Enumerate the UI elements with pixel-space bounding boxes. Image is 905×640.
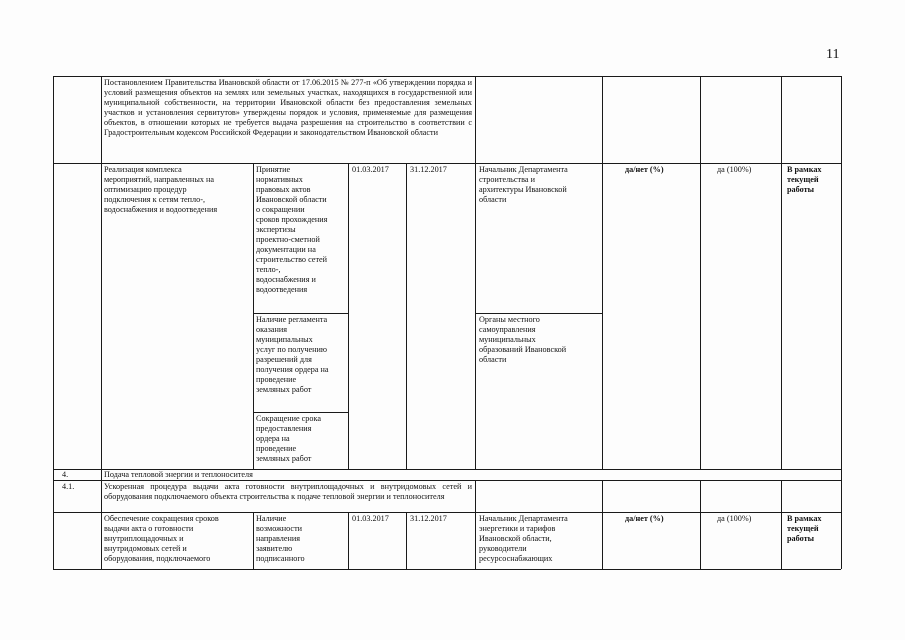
section-4-number: 4. [62,470,69,479]
row-a-result-2: Наличие регламента оказания муниципальных услуг по получению разрешений для получения ордера на проведение земляных работ [256,315,329,394]
row-a-start-date: 01.03.2017 [352,165,389,174]
row-b-indicator: да/нет (%) [625,514,664,523]
row-b-start-date: 01.03.2017 [352,514,389,523]
section-4-1-number: 4.1. [62,482,75,491]
row-a-responsible-2: Органы местного самоуправления муниципальных образований Ивановской области [479,315,567,364]
row-a-target: да (100%) [717,165,752,174]
row-a-indicator: да/нет (%) [625,165,664,174]
row-b-target: да (100%) [717,514,752,523]
intro-text: Постановлением Правительства Ивановской области от 17.06.2015 № 277-п «Об утверждении порядка и условий размещения объектов на землях или земельных участках, находящихся в государственной или муниципальной собственности, на территории Ивановской области без предоставления земельных участков и установления сервитутов» утверждены порядок и условия, применяемые для размещения объектов, в отношении которых не требуется выдача разрешения на строительство в соответствии с Градостроительным кодексом Российской Федерации и законодательством Ивановской области [104,78,472,137]
row-b-result: Наличие возможности направления заявителю подписанного [256,514,305,563]
row-a-end-date: 31.12.2017 [410,165,447,174]
row-b-responsible: Начальник Департамента энергетики и тарифов Ивановской области, руководители ресурсоснабжающих [479,514,568,563]
page-number: 11 [826,47,840,62]
section-4-1-title: Ускоренная процедура выдачи акта готовности внутриплощадочных и внутридомовых сетей и оборудования подключаемого объекта строительства к подаче тепловой энергии и теплоносителя [104,482,472,501]
row-a-result-3: Сокращение срока предоставления ордера на проведение земляных работ [256,414,321,463]
section-4-title: Подача тепловой энергии и теплоносителя [104,470,253,479]
row-a-note: В рамках текущей работы [787,165,822,194]
row-b-note: В рамках текущей работы [787,514,822,543]
row-b-end-date: 31.12.2017 [410,514,447,523]
row-a-responsible-1: Начальник Департамента строительства и архитектуры Ивановской области [479,165,568,204]
row-a-action: Реализация комплекса мероприятий, направленных на оптимизацию процедур подключения к сетям тепло-, водоснабжения и водоотведения [104,165,218,214]
row-b-action: Обеспечение сокращения сроков выдачи акта о готовности внутриплощадочных и внутридомовых сетей и оборудования, подключаемого [104,514,219,563]
row-a-result-1: Принятие нормативных правовых актов Ивановской области о сокращении сроков прохождения экспертизы проектно-сметной документации на строительство сетей тепло-, водоснабжения и водоотведения [256,165,328,294]
